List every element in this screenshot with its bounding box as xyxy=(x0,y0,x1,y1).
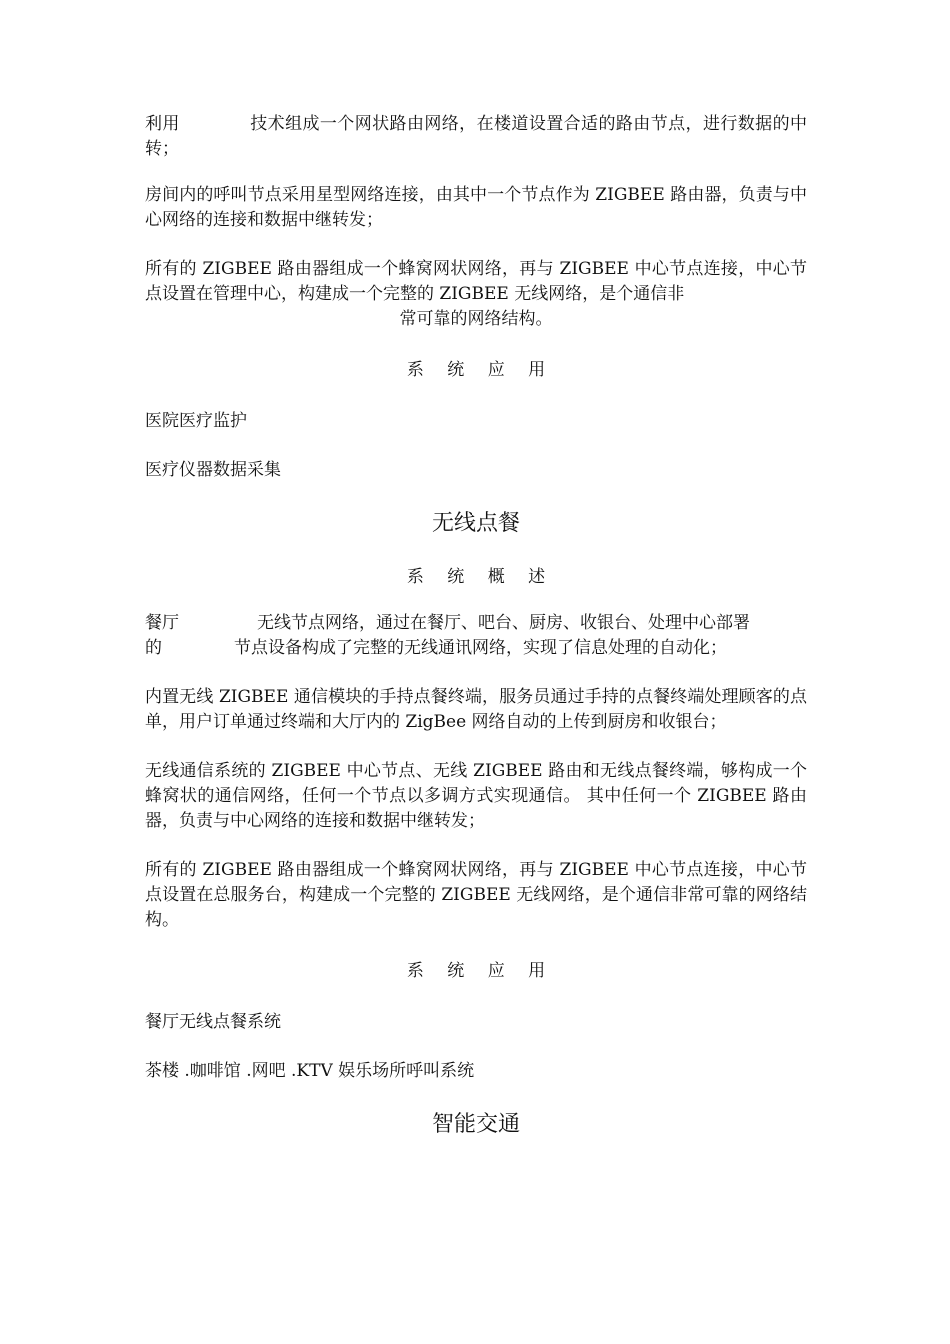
paragraph-mesh-routing xyxy=(145,112,807,162)
text-run: 技术组成一个网状路由网络，在楼道设置合适的路由节点，进行数据的中转； xyxy=(145,114,808,159)
section-title-wireless-ordering: 无线点餐 xyxy=(431,511,520,536)
paragraph-router-mesh: 所有的 ZIGBEE 路由器组成一个蜂窝网状网络，再与 ZIGBEE 中心节点连接，中心节点设置在管理中心，构建成一个完整的 ZIGBEE 无线网络，是个通信非 xyxy=(145,259,807,304)
list-item-entertainment-call: 茶楼 .咖啡馆 .网吧 .KTV 娱乐场所呼叫系统 xyxy=(145,1061,475,1081)
paragraph-restaurant-network xyxy=(145,611,807,661)
section-title-smart-traffic: 智能交通 xyxy=(431,1112,520,1137)
list-item-restaurant-ordering: 餐厅无线点餐系统 xyxy=(145,1012,281,1032)
document-page xyxy=(145,112,807,1140)
text-run: 的 xyxy=(145,638,162,658)
paragraph-star-network: 房间内的呼叫节点采用星型网络连接，由其中一个节点作为 ZIGBEE 路由器，负责与中心网络的连接和数据中继转发； xyxy=(145,185,807,230)
list-item-hospital-monitoring: 医院医疗监护 xyxy=(145,411,247,431)
heading-system-application-1: 系 统 应 用 xyxy=(406,360,555,380)
heading-system-overview: 系 统 概 述 xyxy=(406,567,555,587)
text-run: 无线节点网络，通过在餐厅、吧台、厨房、收银台、处理中心部署 xyxy=(257,613,750,633)
paragraph-service-desk: 所有的 ZIGBEE 路由器组成一个蜂窝网状网络，再与 ZIGBEE 中心节点连接，中心节点设置在总服务台，构建成一个完整的 ZIGBEE 无线网络，是个通信非常可靠的网络结构。 xyxy=(145,860,807,930)
text-run: 餐厅 xyxy=(145,613,179,633)
text-run: 利用 xyxy=(145,114,180,134)
list-item-medical-data: 医疗仪器数据采集 xyxy=(145,460,281,480)
heading-system-application-2: 系 统 应 用 xyxy=(406,961,555,981)
text-run: 节点设备构成了完整的无线通讯网络，实现了信息处理的自动化； xyxy=(234,638,727,658)
paragraph-honeycomb-network: 无线通信系统的 ZIGBEE 中心节点、无线 ZIGBEE 路由和无线点餐终端，够构成一个蜂窝状的通信网络，任何一个节点以多调方式实现通信。 其中任何一个 ZIGBEE 路由器，负责与中心网络的连接和数据中继转发； xyxy=(145,761,807,831)
paragraph-router-mesh-end: 常可靠的网络结构。 xyxy=(399,309,553,329)
paragraph-handheld-terminal: 内置无线 ZIGBEE 通信模块的手持点餐终端，服务员通过手持的点餐终端处理顾客的点单，用户订单通过终端和大厅内的 ZigBee 网络自动的上传到厨房和收银台； xyxy=(145,687,807,732)
